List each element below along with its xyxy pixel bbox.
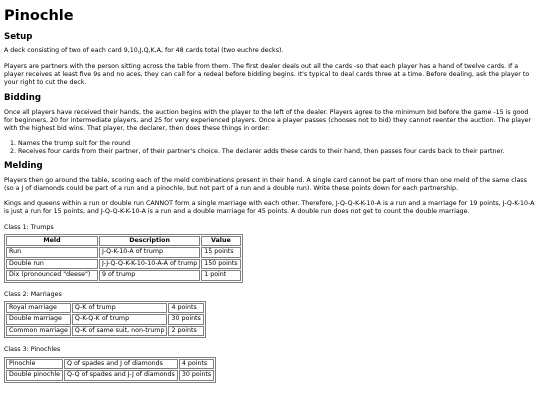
melding-paragraph-1: Players then go around the table, scoring each of the meld combinations present in their hand. A single card cannot be part of more than one meld of the same class (so a J of diamonds could be part of a run and a pinochle, but not part of a run and a double run). Write these points down for each partnership.	[4, 176, 527, 193]
table-header-row	[6, 236, 241, 247]
column-header-value: Value	[201, 236, 240, 247]
setup-paragraph-1: A deck consisting of two of each card 9,10,J,Q,K,A, for 48 cards total (two euchre decks).	[4, 47, 284, 55]
table-cell: 150 points	[201, 259, 240, 270]
table-cell: Double pinochle	[6, 370, 63, 381]
table-cell: 2 points	[168, 326, 203, 337]
table-row	[6, 326, 204, 337]
class1-caption: Class 1: Trumps	[4, 223, 54, 231]
table-cell: Pinochle	[6, 359, 63, 370]
table-row	[6, 303, 204, 314]
class2-table	[4, 301, 206, 339]
table-row	[6, 370, 214, 381]
setup-paragraph-2: Players are partners with the person sitting across the table from them. The first dealer deals out all the cards -so that each player has a hand of twelve cards. If a player receives at least five 9s and no aces, they can call for a redeal before bidding begins. It's typical to deal cards three at a time. Before dealing, ask the player to your right to cut the deck.	[4, 62, 530, 86]
table-cell: Dix (pronounced "deese")	[6, 270, 98, 281]
table-cell: 30 points	[168, 314, 203, 325]
table-cell: Royal marriage	[6, 303, 71, 314]
table-row	[6, 247, 241, 258]
table-row	[6, 314, 204, 325]
table-cell: 4 points	[168, 303, 203, 314]
table-row	[6, 359, 214, 370]
list-item: 2. Receives four cards from their partner, of their partner's choice. The declarer adds these cards to their hand, then passes four cards back to their partner.	[18, 148, 536, 156]
table-cell: J-J-Q-Q-K-K-10-10-A-A of trump	[99, 259, 200, 270]
page-title: Pinochle	[4, 8, 74, 24]
table-cell: 1 point	[201, 270, 240, 281]
table-cell: 15 points	[201, 247, 240, 258]
melding-heading: Melding	[4, 161, 43, 172]
table-cell: 30 points	[179, 370, 214, 381]
class2-caption: Class 2: Marriages	[4, 290, 62, 298]
column-header-description: Description	[99, 236, 200, 247]
table-cell: Double marriage	[6, 314, 71, 325]
class1-table	[4, 234, 243, 283]
column-header-meld: Meld	[6, 236, 98, 247]
table-cell: Q-K-Q-K of trump	[72, 314, 168, 325]
class3-caption: Class 3: Pinochles	[4, 346, 61, 354]
table-row	[6, 259, 241, 270]
table-cell: Run	[6, 247, 98, 258]
document	[0, 9, 540, 383]
bidding-heading: Bidding	[4, 93, 42, 104]
table-cell: Common marriage	[6, 326, 71, 337]
table-row	[6, 270, 241, 281]
list-item: 1. Names the trump suit for the round	[18, 140, 536, 148]
table-cell: Q-K of trump	[72, 303, 168, 314]
declarer-steps-list	[4, 140, 536, 156]
table-cell: Q-K of same suit, non-trump	[72, 326, 168, 337]
melding-paragraph-2: Kings and queens within a run or double run CANNOT form a single marriage with each other. Therefore, J-Q-Q-K-K-10-A is a run and a marriage for 19 points, J-Q-K-10-A is just a run for 15 points, and J-Q-Q-K-K-10-A is a run and a double marriage for 45 points. A double run does not get to count the double marriage.	[4, 200, 535, 216]
table-cell: 4 points	[179, 359, 214, 370]
table-cell: J-Q-K-10-A of trump	[99, 247, 200, 258]
bidding-paragraph: Once all players have received their hands, the auction begins with the player to the left of the dealer. Players agree to the minimum bid before the game -15 is good for beginners, 20 for intermediate players, and 25 for very experienced players. Once a player passes (chooses not to bid) they cannot reenter the auction. The player with the highest bid wins. That player, the declarer, then does these things in order:	[4, 108, 532, 132]
setup-heading: Setup	[4, 31, 33, 42]
table-cell: Double run	[6, 259, 98, 270]
table-cell: 9 of trump	[99, 270, 200, 281]
table-cell: Q of spades and J of diamonds	[64, 359, 178, 370]
class3-table	[4, 357, 216, 383]
table-cell: Q-Q of spades and J-J of diamonds	[64, 370, 178, 381]
